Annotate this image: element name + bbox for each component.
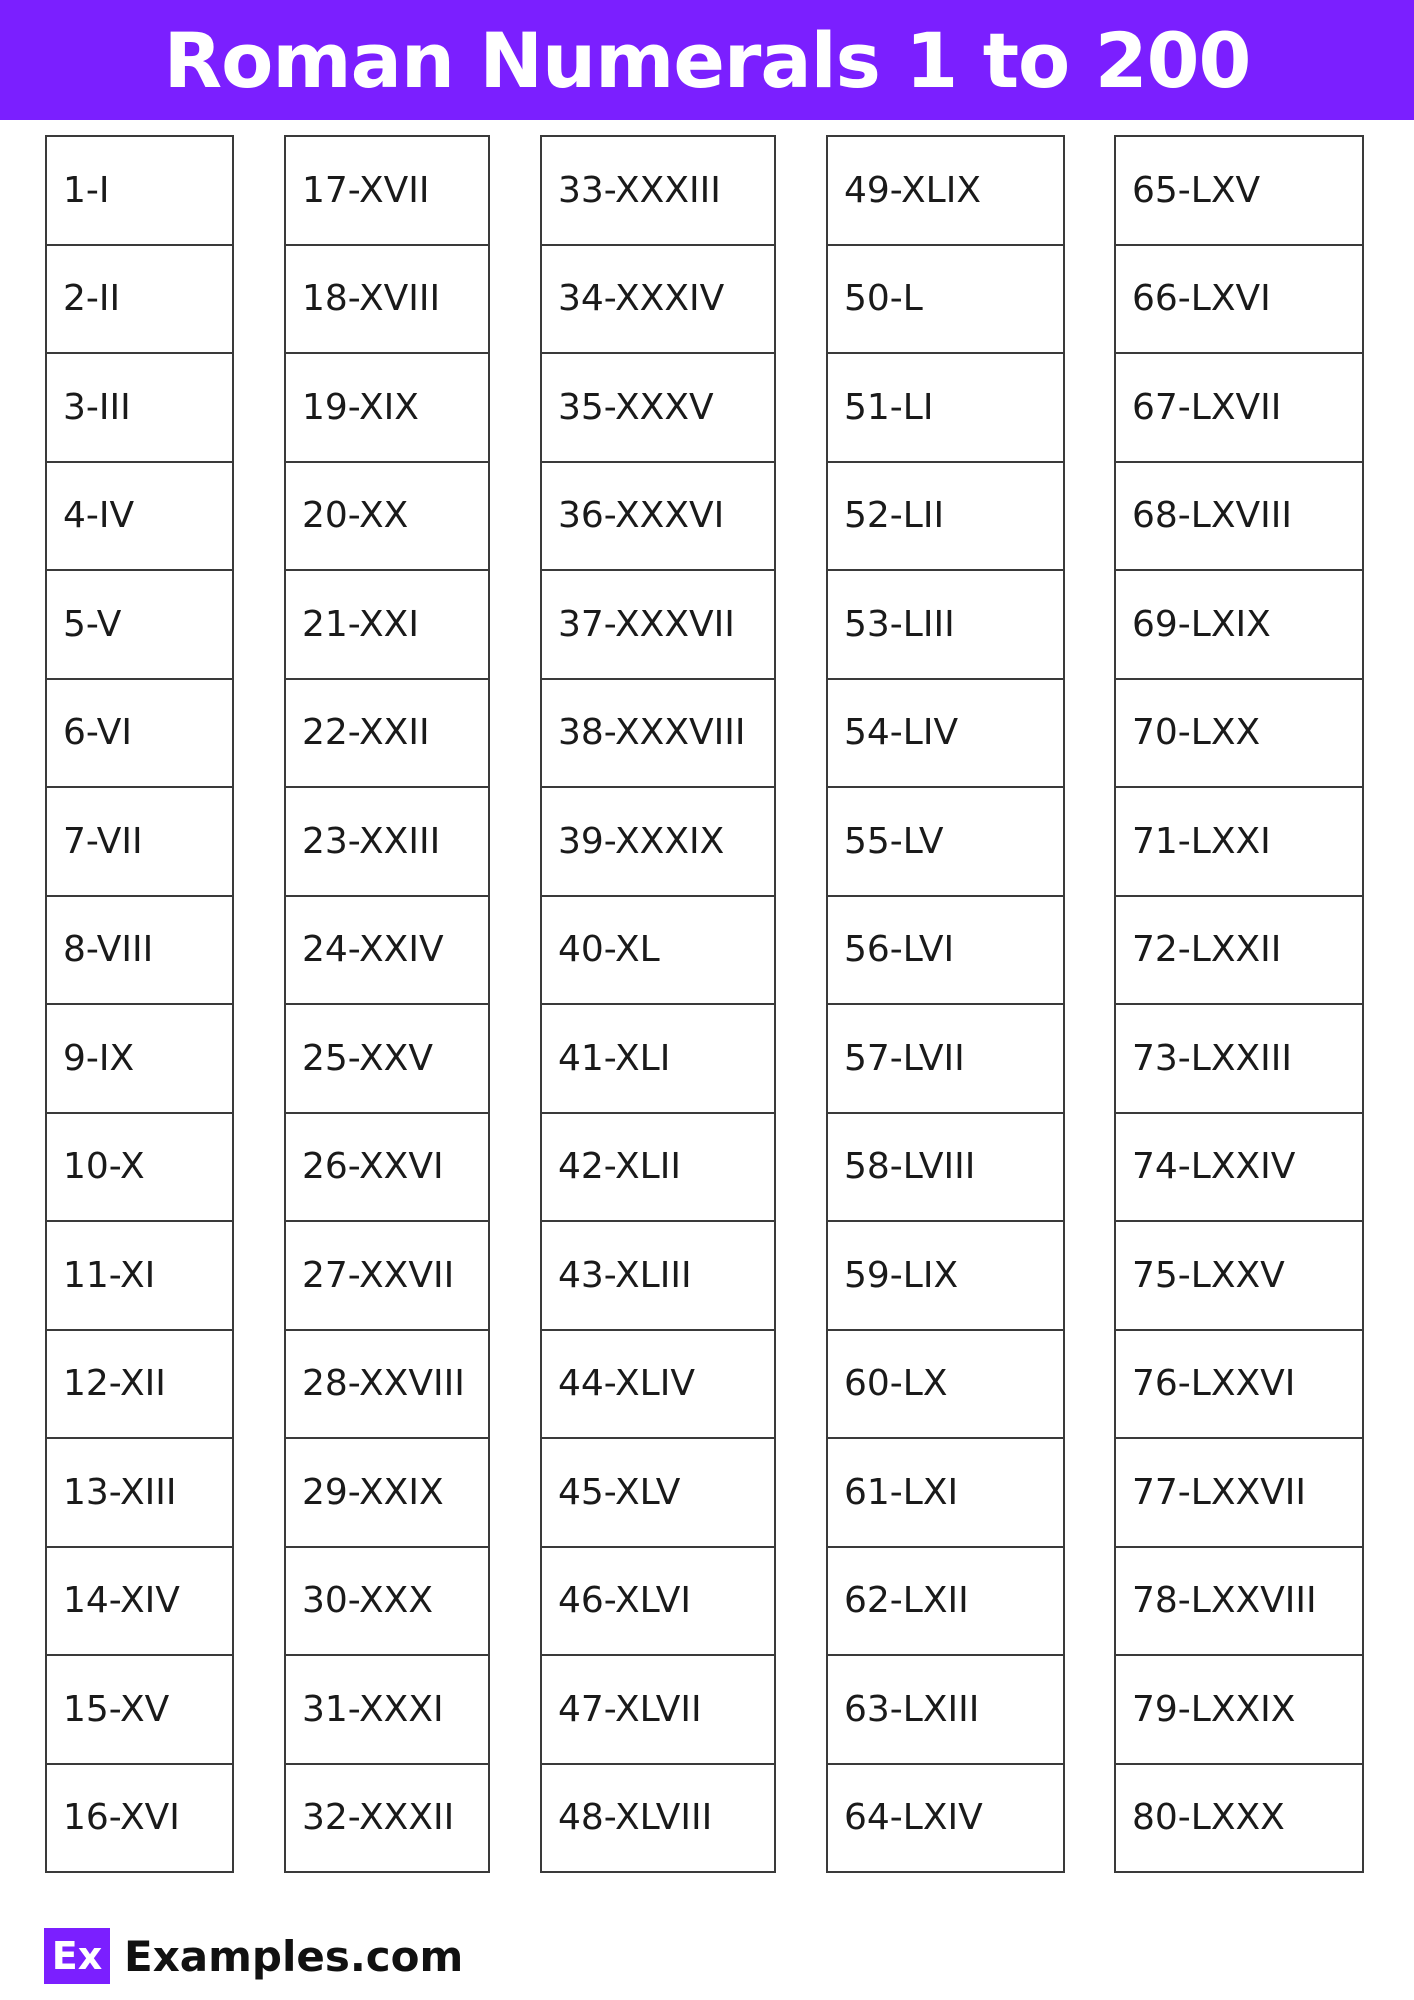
numeral-cell: 31-XXXI bbox=[284, 1654, 490, 1765]
brand-name: Examples.com bbox=[124, 1931, 464, 1981]
numeral-cell: 56-LVI bbox=[826, 895, 1065, 1006]
numeral-cell: 58-LVIII bbox=[826, 1112, 1065, 1223]
numeral-cell: 8-VIII bbox=[45, 895, 234, 1006]
numeral-column-2 bbox=[284, 135, 490, 1873]
numeral-cell: 37-XXXVII bbox=[540, 569, 776, 680]
numeral-cell: 19-XIX bbox=[284, 352, 490, 463]
numeral-cell: 75-LXXV bbox=[1114, 1220, 1364, 1331]
numeral-cell: 61-LXI bbox=[826, 1437, 1065, 1548]
numeral-cell: 15-XV bbox=[45, 1654, 234, 1765]
numeral-cell: 7-VII bbox=[45, 786, 234, 897]
numeral-cell: 39-XXXIX bbox=[540, 786, 776, 897]
numeral-cell: 10-X bbox=[45, 1112, 234, 1223]
numeral-cell: 65-LXV bbox=[1114, 135, 1364, 246]
numeral-cell: 52-LII bbox=[826, 461, 1065, 572]
page-title: Roman Numerals 1 to 200 bbox=[163, 15, 1251, 105]
numeral-cell: 26-XXVI bbox=[284, 1112, 490, 1223]
numeral-cell: 63-LXIII bbox=[826, 1654, 1065, 1765]
numeral-cell: 32-XXXII bbox=[284, 1763, 490, 1874]
numeral-cell: 77-LXXVII bbox=[1114, 1437, 1364, 1548]
numeral-cell: 24-XXIV bbox=[284, 895, 490, 1006]
numeral-cell: 2-II bbox=[45, 244, 234, 355]
numeral-cell: 72-LXXII bbox=[1114, 895, 1364, 1006]
numeral-cell: 28-XXVIII bbox=[284, 1329, 490, 1440]
numeral-cell: 42-XLII bbox=[540, 1112, 776, 1223]
numeral-cell: 57-LVII bbox=[826, 1003, 1065, 1114]
brand-footer bbox=[44, 1928, 463, 1984]
numeral-cell: 25-XXV bbox=[284, 1003, 490, 1114]
numeral-column-1 bbox=[45, 135, 234, 1873]
numeral-cell: 53-LIII bbox=[826, 569, 1065, 680]
numeral-cell: 35-XXXV bbox=[540, 352, 776, 463]
numeral-cell: 47-XLVII bbox=[540, 1654, 776, 1765]
numeral-cell: 36-XXXVI bbox=[540, 461, 776, 572]
numeral-cell: 11-XI bbox=[45, 1220, 234, 1331]
brand-logo: Ex bbox=[44, 1928, 110, 1984]
numeral-cell: 41-XLI bbox=[540, 1003, 776, 1114]
numeral-cell: 64-LXIV bbox=[826, 1763, 1065, 1874]
numeral-cell: 68-LXVIII bbox=[1114, 461, 1364, 572]
numeral-cell: 51-LI bbox=[826, 352, 1065, 463]
numeral-cell: 16-XVI bbox=[45, 1763, 234, 1874]
numeral-cell: 43-XLIII bbox=[540, 1220, 776, 1331]
numeral-cell: 4-IV bbox=[45, 461, 234, 572]
numeral-cell: 13-XIII bbox=[45, 1437, 234, 1548]
numeral-cell: 59-LIX bbox=[826, 1220, 1065, 1331]
numeral-cell: 3-III bbox=[45, 352, 234, 463]
numeral-cell: 79-LXXIX bbox=[1114, 1654, 1364, 1765]
numeral-cell: 60-LX bbox=[826, 1329, 1065, 1440]
numeral-column-3 bbox=[540, 135, 776, 1873]
numeral-cell: 73-LXXIII bbox=[1114, 1003, 1364, 1114]
numeral-cell: 46-XLVI bbox=[540, 1546, 776, 1657]
numeral-cell: 67-LXVII bbox=[1114, 352, 1364, 463]
numeral-cell: 38-XXXVIII bbox=[540, 678, 776, 789]
numeral-cell: 22-XXII bbox=[284, 678, 490, 789]
numeral-cell: 49-XLIX bbox=[826, 135, 1065, 246]
numeral-cell: 34-XXXIV bbox=[540, 244, 776, 355]
numeral-cell: 14-XIV bbox=[45, 1546, 234, 1657]
numeral-cell: 48-XLVIII bbox=[540, 1763, 776, 1874]
numeral-cell: 9-IX bbox=[45, 1003, 234, 1114]
numeral-cell: 70-LXX bbox=[1114, 678, 1364, 789]
numeral-cell: 55-LV bbox=[826, 786, 1065, 897]
numeral-cell: 17-XVII bbox=[284, 135, 490, 246]
numeral-cell: 33-XXXIII bbox=[540, 135, 776, 246]
numeral-cell: 18-XVIII bbox=[284, 244, 490, 355]
numeral-cell: 76-LXXVI bbox=[1114, 1329, 1364, 1440]
numeral-column-4 bbox=[826, 135, 1065, 1873]
numeral-cell: 23-XXIII bbox=[284, 786, 490, 897]
numeral-column-5 bbox=[1114, 135, 1364, 1873]
numeral-cell: 6-VI bbox=[45, 678, 234, 789]
numeral-cell: 66-LXVI bbox=[1114, 244, 1364, 355]
numeral-cell: 27-XXVII bbox=[284, 1220, 490, 1331]
numeral-cell: 40-XL bbox=[540, 895, 776, 1006]
numeral-cell: 12-XII bbox=[45, 1329, 234, 1440]
numeral-cell: 44-XLIV bbox=[540, 1329, 776, 1440]
numeral-cell: 20-XX bbox=[284, 461, 490, 572]
numeral-cell: 21-XXI bbox=[284, 569, 490, 680]
numeral-cell: 69-LXIX bbox=[1114, 569, 1364, 680]
numeral-cell: 30-XXX bbox=[284, 1546, 490, 1657]
numeral-cell: 71-LXXI bbox=[1114, 786, 1364, 897]
numeral-cell: 29-XXIX bbox=[284, 1437, 490, 1548]
numeral-cell: 1-I bbox=[45, 135, 234, 246]
numeral-cell: 50-L bbox=[826, 244, 1065, 355]
numeral-cell: 62-LXII bbox=[826, 1546, 1065, 1657]
numeral-cell: 5-V bbox=[45, 569, 234, 680]
numeral-cell: 74-LXXIV bbox=[1114, 1112, 1364, 1223]
title-banner bbox=[0, 0, 1414, 120]
numeral-cell: 45-XLV bbox=[540, 1437, 776, 1548]
numeral-cell: 78-LXXVIII bbox=[1114, 1546, 1364, 1657]
numeral-cell: 54-LIV bbox=[826, 678, 1065, 789]
numeral-cell: 80-LXXX bbox=[1114, 1763, 1364, 1874]
